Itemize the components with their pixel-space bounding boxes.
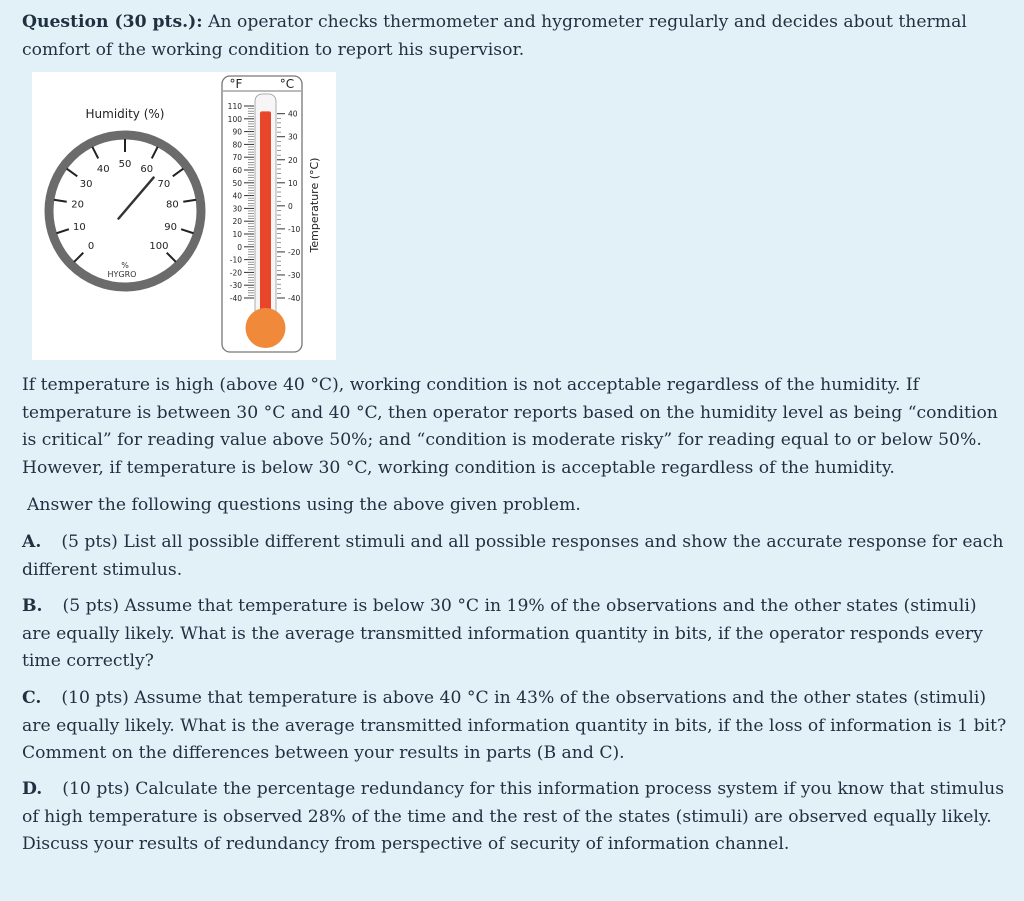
- fahrenheit-label: 70: [232, 153, 242, 163]
- fahrenheit-label: 110: [227, 102, 242, 111]
- hygrometer-scale-label: 30: [79, 178, 93, 190]
- fahrenheit-label: 30: [232, 204, 242, 214]
- part-c-text: (10 pts) Assume that temperature is above 40 °C in 43% of the observations and the other states (stimuli) are equally likely. What is the average transmitted information quantity in bits, if the loss of information is 1 bit? Comment on the differences between your results in parts (B and C).: [22, 688, 1007, 763]
- hygrometer-scale-label: 10: [72, 221, 86, 233]
- part-b-label: B.: [22, 596, 43, 616]
- hygrometer-scale-label: 100: [149, 240, 169, 252]
- celsius-label: 40: [288, 109, 298, 119]
- celsius-label: 20: [288, 155, 298, 165]
- celsius-label: -30: [288, 270, 301, 280]
- thermometer: [222, 76, 321, 352]
- hygrometer-scale-label: 40: [96, 164, 110, 176]
- celsius-unit: °C: [279, 77, 295, 91]
- fahrenheit-label: 50: [232, 178, 242, 188]
- rules-paragraph: If temperature is high (above 40 °C), working condition is not acceptable regardless of the humidity. If temperature is between 30 °C and 40 °C, then operator reports based on the humidity level as being “condition is critical” for reading value above 50%; and “condition is moderate risky” for reading equal to or below 50%. However, if temperature is below 30 °C, working condition is acceptable regardless of the humidity.: [22, 375, 998, 478]
- part-c: [22, 685, 1007, 768]
- fahrenheit-label: -20: [229, 268, 242, 278]
- fahrenheit-label: 60: [232, 166, 242, 175]
- instruction-text: Answer the following questions using the above given problem.: [27, 495, 581, 515]
- hygrometer-name: HYGRO: [107, 270, 137, 279]
- fahrenheit-label: 0: [237, 242, 242, 252]
- thermometer-bulb: [246, 308, 286, 348]
- part-c-label: C.: [22, 688, 42, 708]
- fahrenheit-unit: °F: [229, 77, 243, 91]
- celsius-label: -40: [288, 294, 301, 303]
- part-a-label: A.: [22, 532, 42, 552]
- hygrometer-scale-label: 20: [71, 199, 84, 211]
- hygrometer-scale-label: 0: [87, 240, 95, 252]
- question-text: [22, 8, 1007, 64]
- instrument-figure: [32, 72, 336, 360]
- question-heading: Question (30 pts.):: [22, 12, 203, 32]
- part-b: [22, 593, 1007, 676]
- hygrometer-title: Humidity (%): [85, 107, 165, 121]
- fahrenheit-label: 40: [232, 191, 242, 201]
- question-intro: An operator checks thermometer and hygrometer regularly and decides about thermal comfort of the working condition to report his supervisor.: [22, 12, 967, 60]
- fahrenheit-label: 20: [232, 217, 242, 227]
- fahrenheit-label: 10: [232, 230, 242, 239]
- fahrenheit-label: -30: [229, 281, 242, 291]
- celsius-label: 0: [288, 201, 293, 211]
- fahrenheit-label: 100: [227, 114, 242, 124]
- celsius-label: 10: [288, 178, 298, 188]
- fahrenheit-label: -40: [229, 294, 242, 303]
- hygrometer: [49, 107, 201, 287]
- celsius-label: -10: [288, 224, 301, 234]
- part-d-text: (10 pts) Calculate the percentage redundancy for this information process system if you know that stimulus of high temperature is observed 28% of the time and the rest of the states (stimuli) are observed equally likely. Discuss your results of redundancy from perspective of security of information channel.: [22, 779, 1005, 854]
- celsius-label: -20: [288, 247, 301, 257]
- part-d-label: D.: [22, 779, 43, 799]
- hygrometer-scale-label: 90: [164, 221, 178, 233]
- hygrometer-unit: %: [121, 261, 129, 270]
- hygrometer-scale-label: 50: [118, 159, 132, 170]
- fahrenheit-label: 90: [232, 127, 242, 137]
- part-d: [22, 776, 1007, 859]
- part-a-text: (5 pts) List all possible different stimuli and all possible responses and show the accurate response for each different stimulus.: [22, 532, 1004, 580]
- part-a: [22, 529, 1007, 584]
- celsius-label: 30: [288, 132, 298, 142]
- thermometer-mercury: [260, 111, 271, 328]
- hygrometer-scale-label: 80: [166, 199, 179, 211]
- fahrenheit-label: -10: [229, 255, 242, 265]
- instrument-svg: [32, 72, 336, 360]
- fahrenheit-label: 80: [232, 140, 242, 150]
- part-b-text: (5 pts) Assume that temperature is below 30 °C in 19% of the observations and the other states (stimuli) are equally likely. What is the average transmitted information quantity in bits, if the operator responds every time correctly?: [22, 596, 983, 671]
- hygrometer-scale-label: 70: [157, 178, 171, 190]
- hygrometer-scale-label: 60: [140, 164, 154, 176]
- temperature-axis-label: Temperature (°C): [308, 157, 321, 253]
